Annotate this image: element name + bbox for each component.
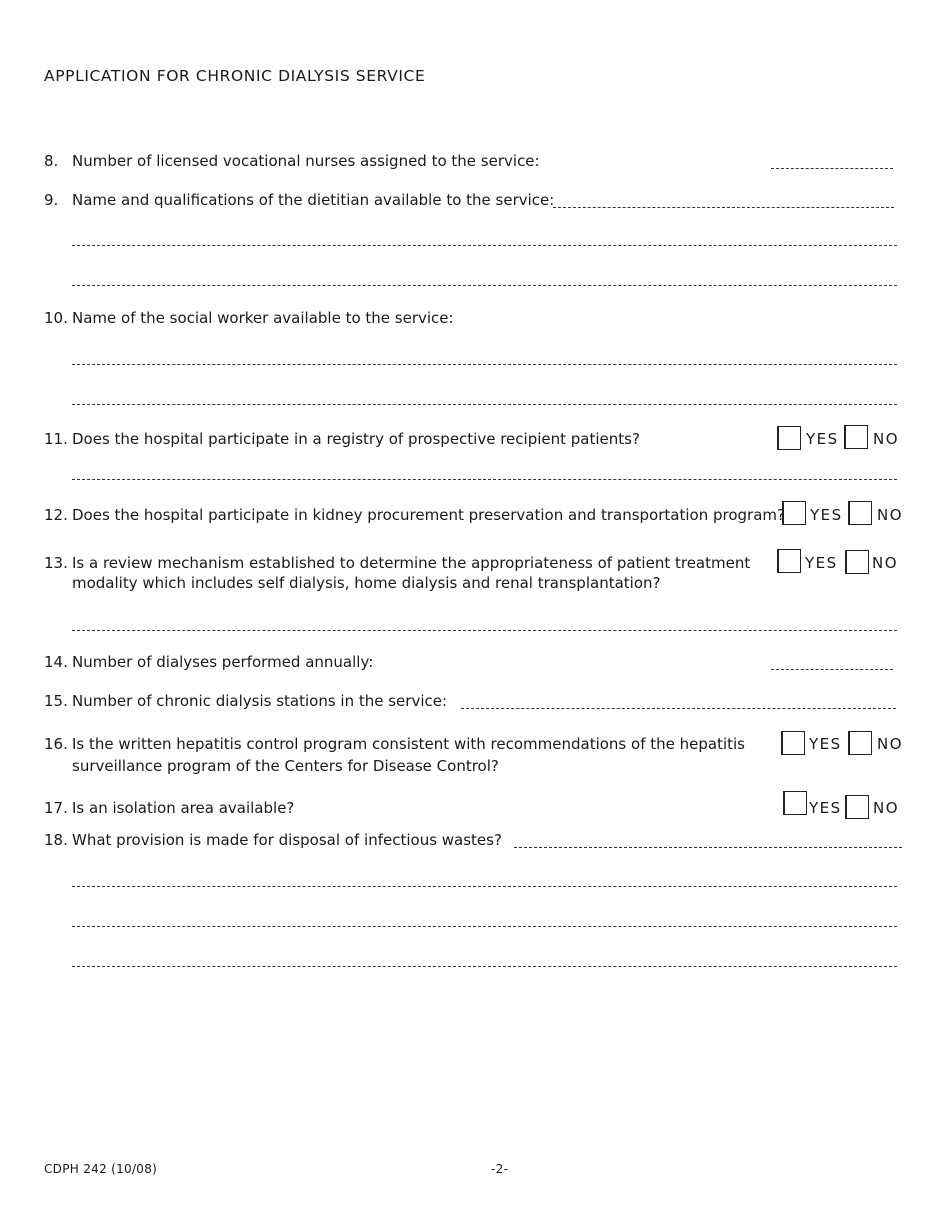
question-14-text: Number of dialyses performed annually: [72,653,374,671]
question-16-yes-checkbox[interactable] [781,731,805,755]
question-11-no-label: NO [873,430,900,448]
question-8-number: 8. [44,152,59,170]
question-18-text: What provision is made for disposal of infectious wastes? [72,831,502,849]
question-12-text: Does the hospital participate in kidney procurement preservation and transportation program? [72,506,785,524]
question-18-answer-line-3[interactable] [72,926,897,927]
question-13-text-line-2: modality which includes self dialysis, home dialysis and renal transplantation? [72,574,661,592]
question-17-number: 17. [44,799,68,817]
question-13-no-label: NO [872,554,899,572]
question-13-text: Is a review mechanism established to determine the appropriateness of patient treatment [72,554,751,572]
question-13-answer-line[interactable] [72,630,897,631]
question-16-text-line-2: surveillance program of the Centers for Disease Control? [72,757,499,775]
question-9-text: Name and qualifications of the dietitian available to the service: [72,191,555,209]
question-16-no-label: NO [877,735,904,753]
question-11-number: 11. [44,430,68,448]
question-18-number: 18. [44,831,68,849]
question-15-number: 15. [44,692,68,710]
question-17-yes-label: YES [809,799,842,817]
question-13-yes-checkbox[interactable] [777,549,801,573]
question-10-number: 10. [44,309,68,327]
question-11-text: Does the hospital participate in a registry of prospective recipient patients? [72,430,640,448]
question-12-no-label: NO [877,506,904,524]
question-16-no-checkbox[interactable] [848,731,872,755]
question-9-answer-line[interactable] [553,207,894,208]
question-11-yes-checkbox[interactable] [777,426,801,450]
question-15-text: Number of chronic dialysis stations in the service: [72,692,448,710]
question-14-answer-line[interactable] [771,669,893,670]
question-16-number: 16. [44,735,68,753]
question-13-number: 13. [44,554,68,572]
question-12-number: 12. [44,506,68,524]
question-11-answer-line[interactable] [72,479,897,480]
question-11-yes-label: YES [806,430,839,448]
form-id: CDPH 242 (10/08) [44,1162,158,1176]
question-14-number: 14. [44,653,68,671]
question-8-text: Number of licensed vocational nurses assigned to the service: [72,152,540,170]
question-18-answer-line-2[interactable] [72,886,897,887]
question-9-number: 9. [44,191,59,209]
question-10-text: Name of the social worker available to the service: [72,309,454,327]
question-9-answer-line-2[interactable] [72,245,897,246]
question-13-no-checkbox[interactable] [845,550,869,574]
page-number: -2- [491,1162,509,1176]
question-9-answer-line-3[interactable] [72,285,897,286]
question-17-text: Is an isolation area available? [72,799,295,817]
question-12-yes-checkbox[interactable] [782,501,806,525]
question-13-yes-label: YES [805,554,838,572]
question-15-answer-line[interactable] [461,708,896,709]
question-18-answer-line-4[interactable] [72,966,897,967]
question-12-yes-label: YES [810,506,843,524]
question-11-no-checkbox[interactable] [844,425,868,449]
question-10-answer-line[interactable] [72,364,897,365]
question-17-no-label: NO [873,799,900,817]
question-12-no-checkbox[interactable] [848,501,872,525]
question-18-answer-line[interactable] [514,847,902,848]
question-10-answer-line-2[interactable] [72,404,897,405]
question-17-no-checkbox[interactable] [845,795,869,819]
question-17-yes-checkbox[interactable] [783,791,807,815]
question-16-text: Is the written hepatitis control program consistent with recommendations of the hepatitis [72,735,745,753]
question-8-answer-line[interactable] [771,168,893,169]
question-16-yes-label: YES [809,735,842,753]
form-title: APPLICATION FOR CHRONIC DIALYSIS SERVICE [44,67,426,85]
